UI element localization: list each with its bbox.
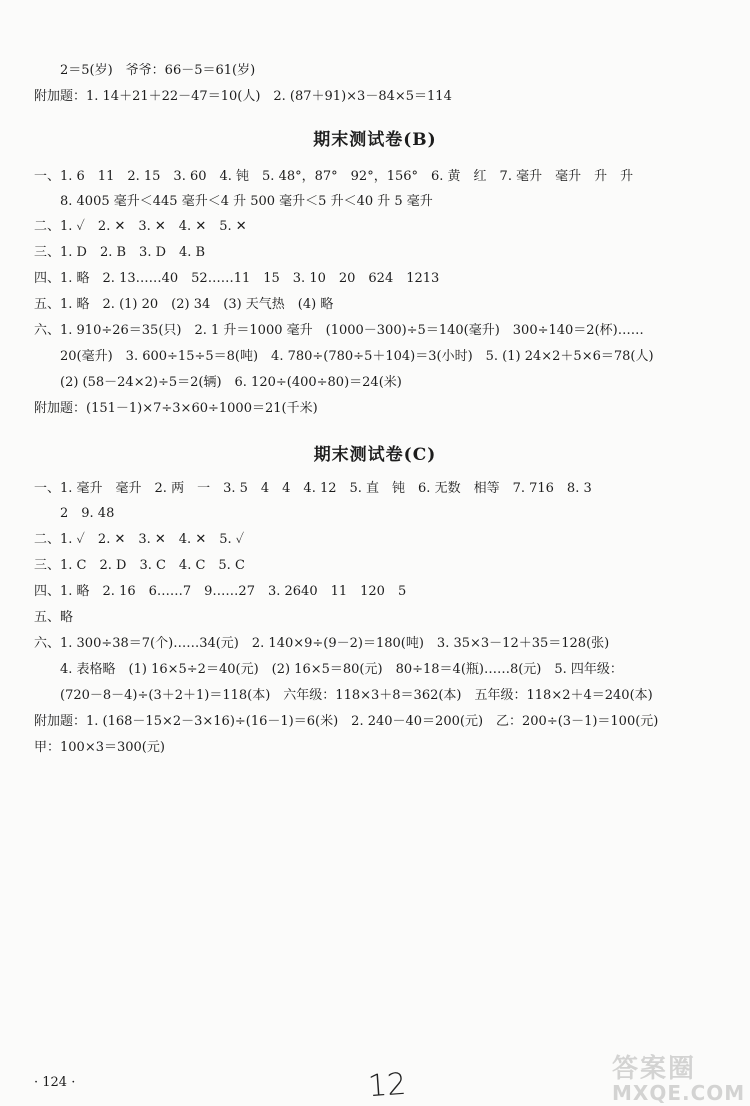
answer-line: 二、1. ✓ 2. ✕ 3. ✕ 4. ✕ 5. ✓ xyxy=(34,532,245,547)
answer-line: 8. 4005 毫升＜445 毫升＜4 升 500 毫升＜5 升＜40 升 5 毫升 xyxy=(60,194,433,209)
watermark-url: MXQE.COM xyxy=(612,1081,746,1105)
answer-line: 4. 表格略 (1) 16×5÷2＝40(元) (2) 16×5＝80(元) 80÷18＝4(瓶)……8(元) 5. 四年级： xyxy=(60,662,623,677)
answer-line: (720－8－4)÷(3＋2＋1)＝118(本) 六年级：118×3＋8＝362(本) 五年级：118×2＋4＝240(本) xyxy=(60,688,653,703)
answer-line: 20(毫升) 3. 600÷15÷5＝8(吨) 4. 780÷(780÷5＋104)＝3(小时) 5. (1) 24×2＋5×6＝78(人) xyxy=(60,349,654,364)
answer-line: 三、1. C 2. D 3. C 4. C 5. C xyxy=(34,558,245,573)
answer-line: 2 9. 48 xyxy=(60,506,115,521)
watermark-logo xyxy=(612,1048,746,1106)
answer-line: 四、1. 略 2. 13……40 52……11 15 3. 10 20 624 1213 xyxy=(34,271,440,286)
answer-line: 二、1. ✓ 2. ✕ 3. ✕ 4. ✕ 5. ✕ xyxy=(34,219,247,234)
answer-line: 一、1. 毫升 毫升 2. 两 一 3. 5 4 4 4. 12 5. 直 钝 6. 无数 相等 7. 716 8. 3 xyxy=(34,481,592,496)
bonus-line: 附加题：1. 14＋21＋22－47＝10(人) 2. (87＋91)×3－84×5＝114 xyxy=(34,89,452,104)
answer-line: 一、1. 6 11 2. 15 3. 60 4. 钝 5. 48°，87° 92°，156° 6. 黄 红 7. 毫升 毫升 升 升 xyxy=(34,169,634,184)
answer-line: 四、1. 略 2. 16 6……7 9……27 3. 2640 11 120 5 xyxy=(34,584,407,599)
answer-line: 六、1. 300÷38＝7(个)……34(元) 2. 140×9÷(9－2)＝180(吨) 3. 35×3－12＋35＝128(张) xyxy=(34,636,610,651)
answer-line: 六、1. 910÷26＝35(只) 2. 1 升＝1000 毫升 (1000－300)÷5＝140(毫升) 300÷140＝2(杯)…… xyxy=(34,323,644,338)
answer-line: 甲：100×3＝300(元) xyxy=(34,740,165,755)
section-title-c: 期末测试卷(C) xyxy=(313,445,437,465)
section-title-b: 期末测试卷(B) xyxy=(313,130,437,150)
bonus-line: 附加题：1. (168－15×2－3×16)÷(16－1)＝6(米) 2. 240－40＝200(元) 乙：200÷(3－1)＝100(元) xyxy=(34,714,659,729)
handwritten-mark: 12 xyxy=(366,1066,408,1105)
answer-line: 五、略 xyxy=(34,610,74,625)
text-line: 2＝5(岁) 爷爷：66－5＝61(岁) xyxy=(60,63,256,78)
answer-line: 三、1. D 2. B 3. D 4. B xyxy=(34,245,206,260)
page-number: · 124 · xyxy=(34,1075,76,1090)
watermark-text: 答案圈 xyxy=(612,1054,697,1084)
answer-line: 五、1. 略 2. (1) 20 (2) 34 (3) 天气热 (4) 略 xyxy=(34,297,334,312)
bonus-line: 附加题：(151－1)×7÷3×60÷1000＝21(千米) xyxy=(34,401,318,416)
answer-line: (2) (58－24×2)÷5＝2(辆) 6. 120÷(400÷80)＝24(米) xyxy=(60,375,402,390)
